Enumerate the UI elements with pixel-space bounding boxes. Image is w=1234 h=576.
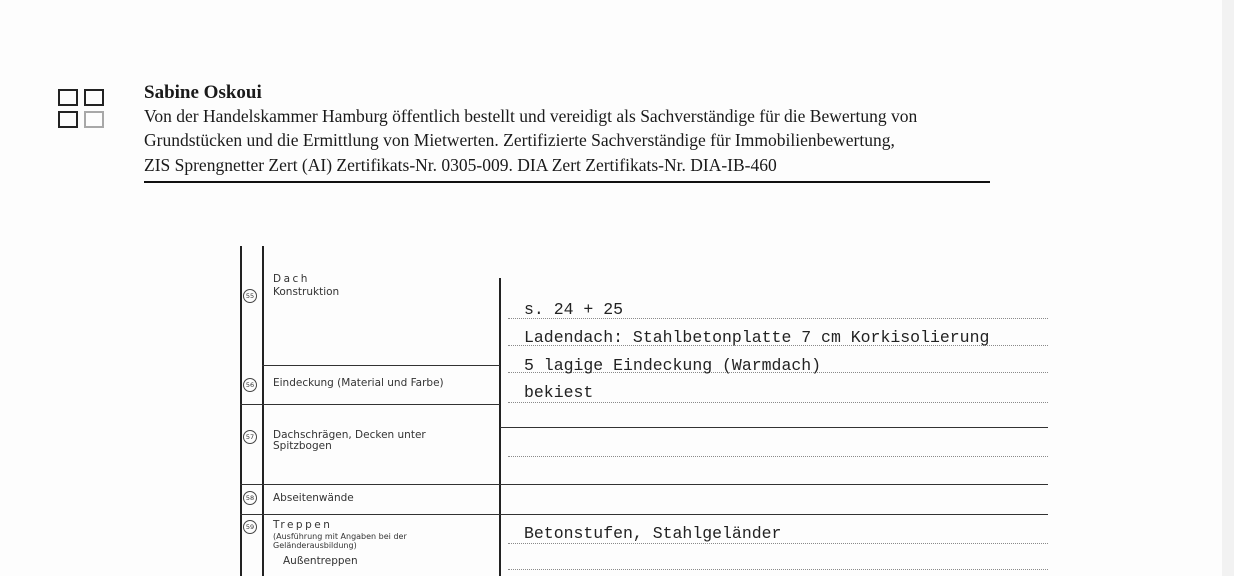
row-number: 59 xyxy=(243,520,257,534)
row-divider xyxy=(500,484,1048,485)
roof-entry-3: 5 lagige Eindeckung (Warmdach) xyxy=(524,356,822,375)
label-covering: Eindeckung (Material und Farbe) xyxy=(273,377,444,389)
roof-entry-1: s. 24 + 25 xyxy=(524,300,624,319)
roof-entry-2: Ladendach: Stahlbetonplatte 7 cm Korkisolierung xyxy=(524,328,990,347)
row-divider xyxy=(500,514,1048,515)
label-construction: Konstruktion xyxy=(273,286,340,298)
expert-name: Sabine Oskoui xyxy=(144,82,262,103)
form-left-border xyxy=(240,246,242,576)
label-outside-stairs: Außentreppen xyxy=(283,555,358,567)
row-number: 55 xyxy=(243,289,257,303)
row-divider xyxy=(240,514,500,515)
row-divider xyxy=(240,484,500,485)
label-stairs: Treppen xyxy=(273,519,333,531)
row-divider xyxy=(262,365,500,366)
covering-entry: bekiest xyxy=(524,383,594,402)
row-divider xyxy=(240,404,500,405)
label-side-walls: Abseitenwände xyxy=(273,492,354,504)
number-column-divider xyxy=(262,246,264,576)
stairs-entry: Betonstufen, Stahlgeländer xyxy=(524,524,782,543)
row-number: 56 xyxy=(243,378,257,392)
label-roof: Dach xyxy=(273,273,310,285)
label-stairs-note: (Ausführung mit Angaben bei der xyxy=(273,532,407,541)
row-number: 58 xyxy=(243,491,257,505)
label-slopes: Dachschrägen, Decken unter xyxy=(273,429,426,441)
credentials-line-1: Von der Handelskammer Hamburg öffentlich bestellt und vereidigt als Sachverständige für die Bewertung von xyxy=(144,106,918,126)
label-slopes-2: Spitzbogen xyxy=(273,440,332,452)
credentials-line-2: Grundstücken und die Ermittlung von Mietwerten. Zertifizierte Sachverständige für Immobilienbewertung, xyxy=(144,130,895,150)
credentials-line-3: ZIS Sprengnetter Zert (AI) Zertifikats-Nr. 0305-009. DIA Zert Zertifikats-Nr. DIA-IB-460 xyxy=(144,155,777,175)
writing-line xyxy=(508,569,1048,570)
row-number: 57 xyxy=(243,430,257,444)
label-stairs-note-2: Geländerausbildung) xyxy=(273,541,357,550)
writing-line xyxy=(508,456,1048,457)
row-divider xyxy=(500,427,1048,428)
